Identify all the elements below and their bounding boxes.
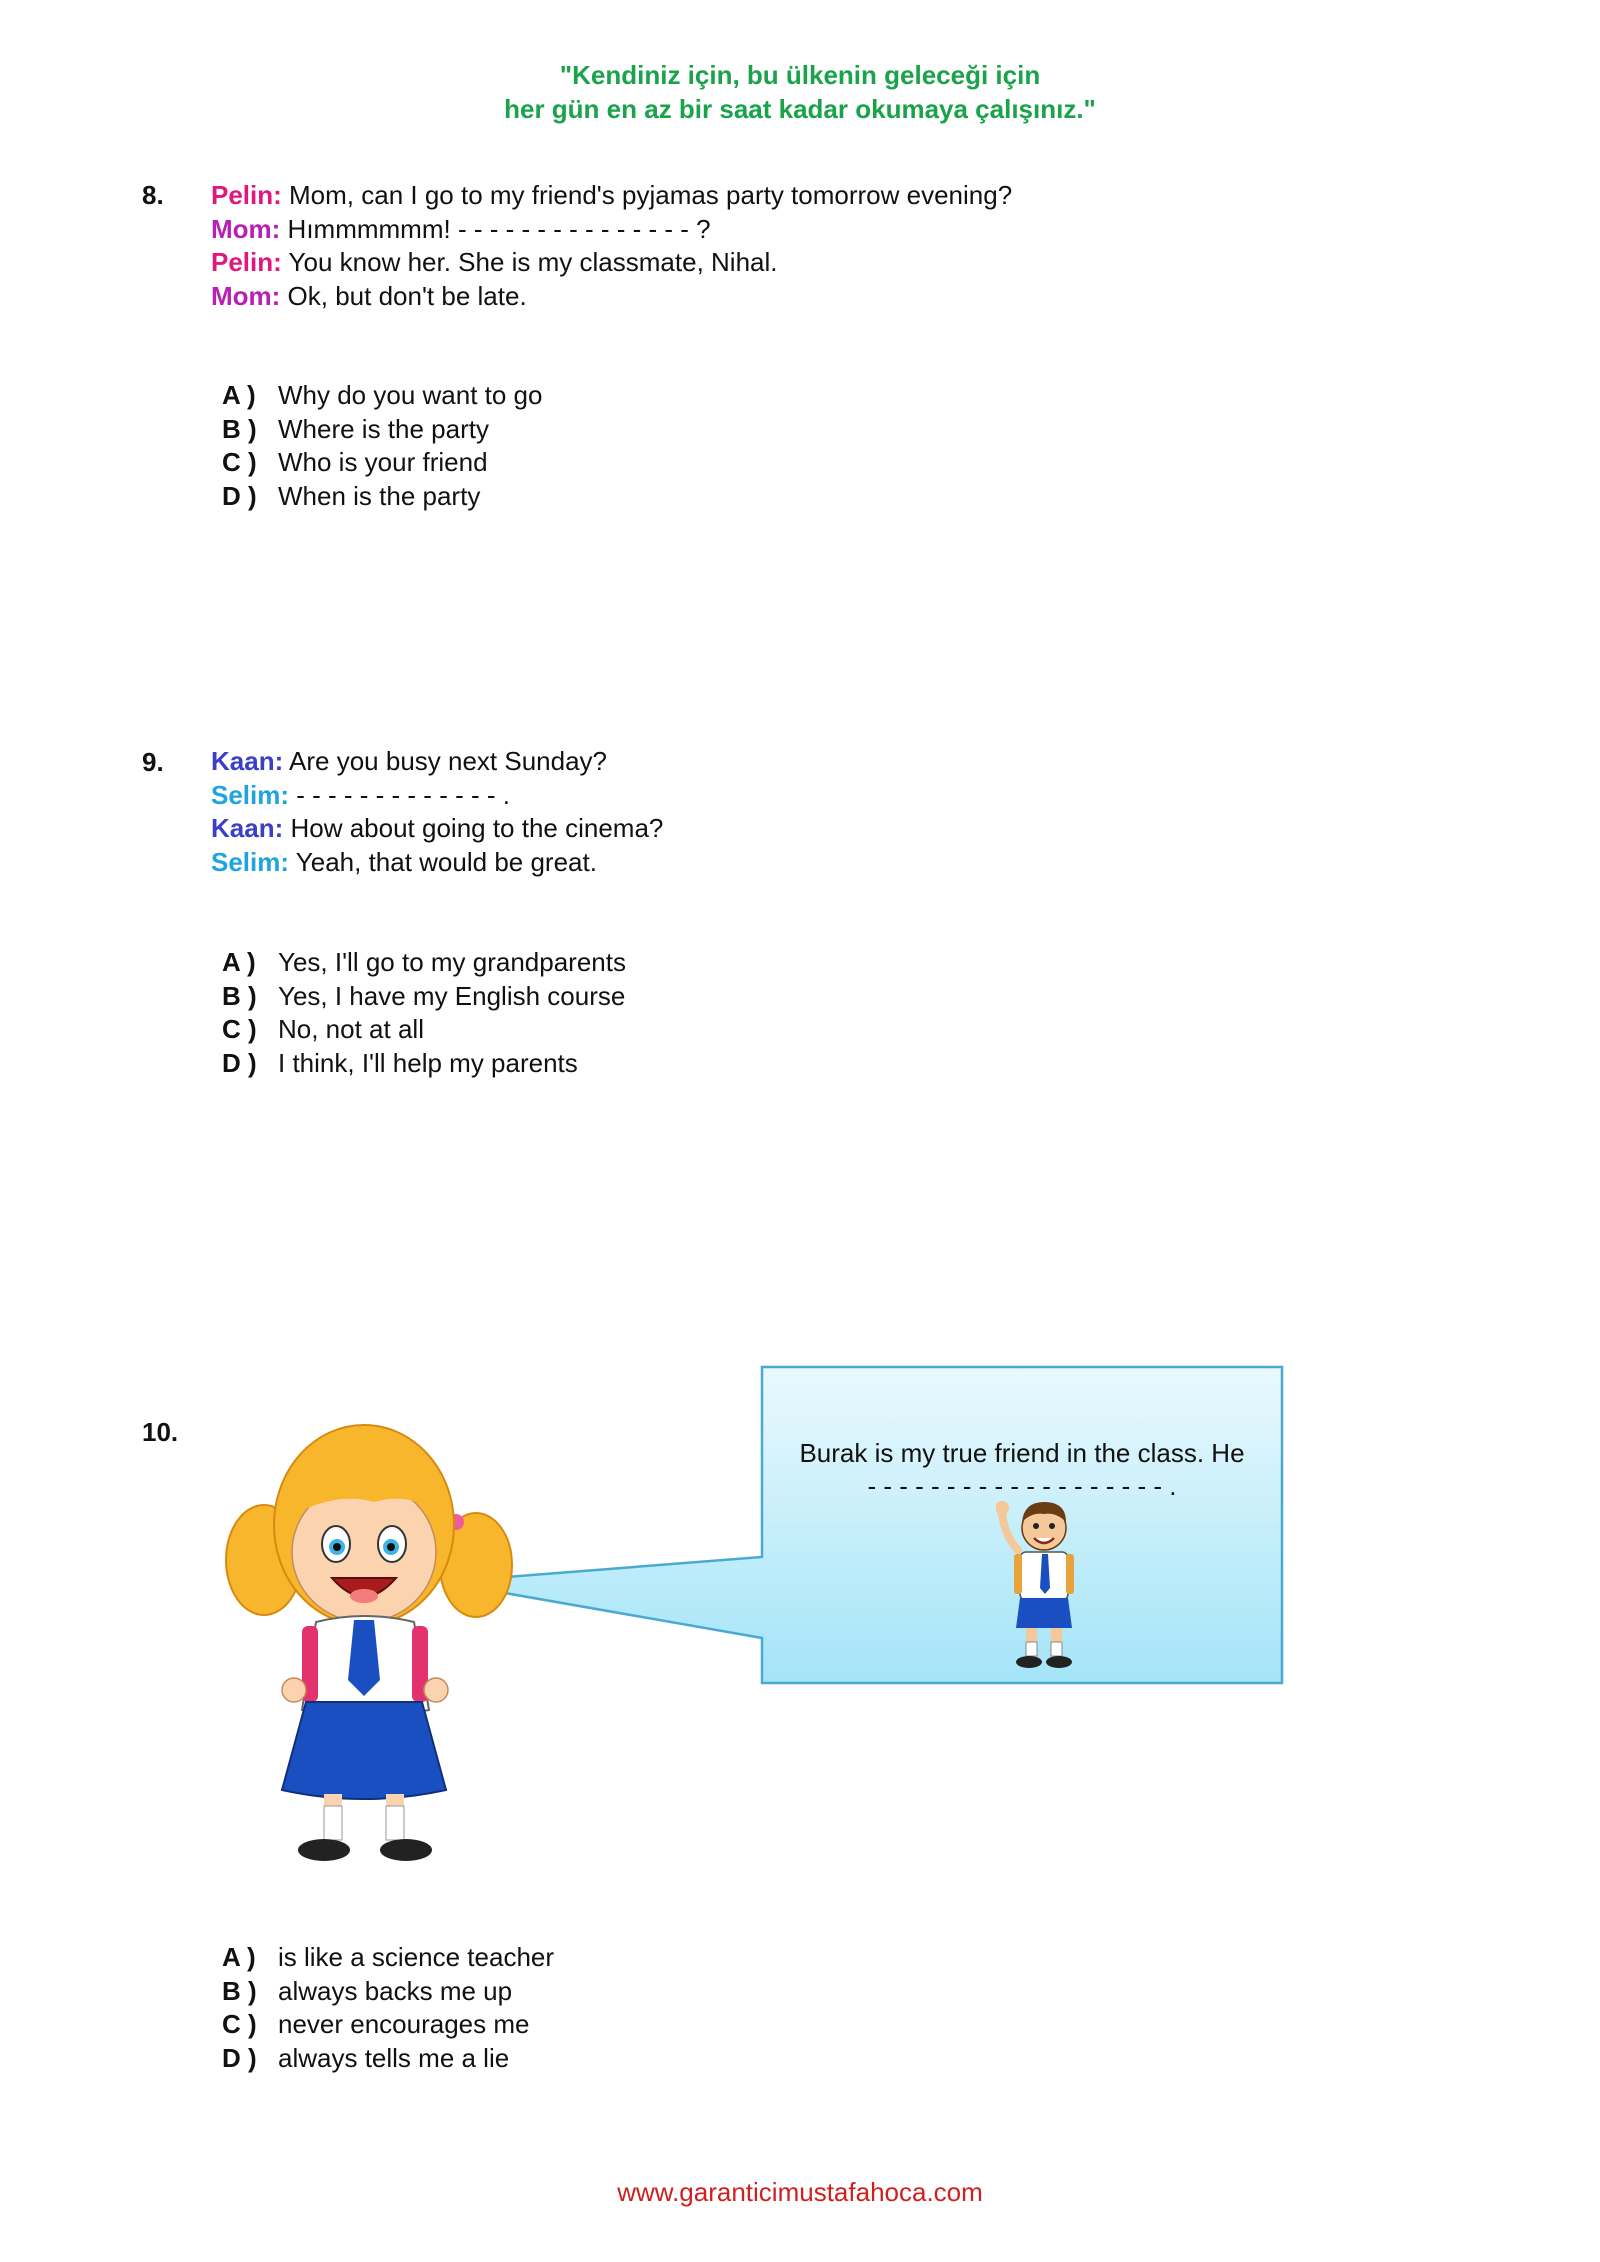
option-b[interactable] [222, 413, 542, 447]
dialog-line [211, 745, 663, 779]
header-line-2: her gün en az bir saat kadar okumaya çalışınız." [504, 94, 1096, 124]
option-letter: C ) [222, 447, 257, 477]
option-d[interactable] [222, 1047, 626, 1081]
dialog-line [211, 280, 1012, 314]
option-letter: B ) [222, 1975, 257, 2006]
dialog-text: You know her. She is my classmate, Nihal. [281, 247, 778, 277]
option-text: Who is your friend [278, 447, 488, 477]
question-10-number: 10. [142, 1417, 179, 1447]
speech-bubble [420, 1360, 1300, 1690]
dialog-text: Ok, but don't be late. [280, 280, 527, 311]
bubble-line-2: - - - - - - - - - - - - - - - - - - - . [867, 1471, 1177, 1501]
speaker-mom: Mom: [211, 280, 281, 311]
option-b[interactable] [222, 980, 626, 1014]
option-letter: A ) [222, 947, 256, 977]
dialog-text: - - - - - - - - - - - - - . [289, 779, 510, 810]
question-8-options [222, 379, 542, 513]
option-text: Yes, I have my English course [278, 980, 626, 1011]
option-text: When is the party [278, 480, 481, 511]
option-c[interactable] [222, 2008, 554, 2042]
option-text: always backs me up [278, 1975, 513, 2006]
option-c[interactable] [222, 1013, 626, 1047]
speech-bubble-shape [442, 1367, 1282, 1683]
question-9-options [222, 946, 626, 1080]
option-text: Where is the party [278, 413, 489, 444]
question-10-options [222, 1941, 554, 2075]
option-a[interactable] [222, 946, 626, 980]
speaker-pelin: Pelin: [211, 247, 282, 277]
boy-illustration [996, 1490, 1086, 1680]
speaker-selim: Selim: [211, 779, 290, 810]
dialog-line [211, 246, 1012, 280]
dialog-line [211, 846, 663, 880]
question-9-number: 9. [142, 747, 164, 777]
option-d[interactable] [222, 2042, 554, 2076]
option-text: always tells me a lie [278, 2042, 510, 2073]
speaker-mom: Mom: [211, 213, 281, 244]
option-letter: A ) [222, 1942, 256, 1972]
dialog-line [211, 179, 1012, 213]
dialog-line [211, 779, 663, 813]
header-line-1: "Kendiniz için, bu ülkenin geleceği için [559, 60, 1041, 90]
dialog-line [211, 812, 663, 846]
girl-illustration [224, 1410, 514, 1880]
question-8-dialog [211, 179, 1012, 313]
option-letter: B ) [222, 413, 257, 444]
option-a[interactable] [222, 379, 542, 413]
option-letter: D ) [222, 480, 257, 511]
dialog-text: Are you busy next Sunday? [283, 746, 608, 776]
question-9-dialog [211, 745, 663, 879]
option-text: Yes, I'll go to my grandparents [278, 947, 626, 977]
question-8-number: 8. [142, 180, 164, 210]
option-letter: B ) [222, 980, 257, 1011]
dialog-text: Mom, can I go to my friend's pyjamas party tomorrow evening? [281, 180, 1013, 210]
option-letter: C ) [222, 1014, 257, 1044]
speaker-selim: Selim: [211, 846, 290, 877]
page-header-quote [0, 58, 1600, 126]
option-text: I think, I'll help my parents [278, 1047, 578, 1078]
speaker-kaan: Kaan: [211, 813, 284, 843]
option-d[interactable] [222, 480, 542, 514]
dialog-text: Hımmmmmm! - - - - - - - - - - - - - - - ? [280, 213, 711, 244]
option-text: is like a science teacher [278, 1942, 555, 1972]
option-letter: D ) [222, 1047, 257, 1078]
dialog-text: Yeah, that would be great. [289, 846, 597, 877]
speaker-kaan: Kaan: [211, 746, 284, 776]
bubble-line-1: Burak is my true friend in the class. He [799, 1438, 1245, 1468]
option-a[interactable] [222, 1941, 554, 1975]
option-letter: A ) [222, 380, 256, 410]
dialog-text: How about going to the cinema? [283, 813, 664, 843]
dialog-line [211, 213, 1012, 247]
option-c[interactable] [222, 446, 542, 480]
option-b[interactable] [222, 1975, 554, 2009]
option-text: never encourages me [278, 2009, 530, 2039]
footer-url[interactable]: www.garanticimustafahoca.com [617, 2177, 983, 2207]
option-letter: D ) [222, 2042, 257, 2073]
speaker-pelin: Pelin: [211, 180, 282, 210]
option-letter: C ) [222, 2009, 257, 2039]
option-text: Why do you want to go [278, 380, 543, 410]
option-text: No, not at all [278, 1014, 424, 1044]
